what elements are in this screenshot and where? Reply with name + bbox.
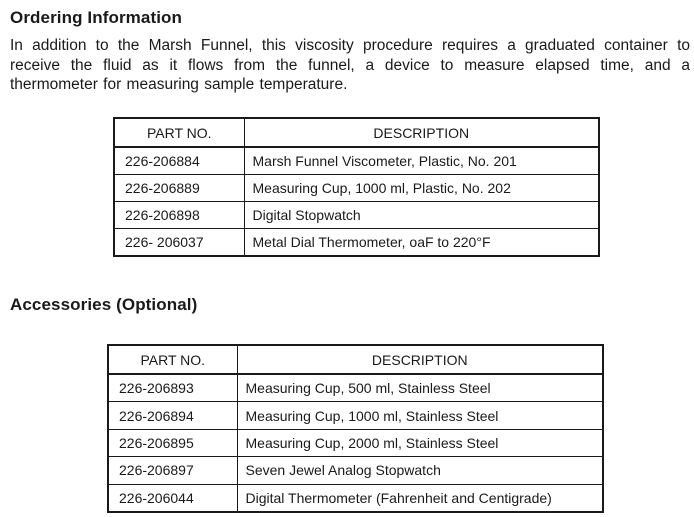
table-row bbox=[108, 374, 603, 402]
description-cell: Digital Stopwatch bbox=[244, 202, 599, 229]
table-row bbox=[114, 175, 599, 202]
table-header-row bbox=[114, 118, 599, 147]
table-row bbox=[108, 484, 603, 512]
part-number-cell: 226-206895 bbox=[108, 429, 237, 456]
table-row bbox=[114, 202, 599, 229]
part-number-cell: 226-206044 bbox=[108, 484, 237, 512]
description-cell: Marsh Funnel Viscometer, Plastic, No. 201 bbox=[244, 147, 599, 175]
part-number-cell: 226-206889 bbox=[114, 175, 244, 202]
part-number-cell: 226-206893 bbox=[108, 374, 237, 402]
part-no-column-header: PART NO. bbox=[114, 118, 244, 147]
description-cell: Digital Thermometer (Fahrenheit and Centigrade) bbox=[237, 484, 603, 512]
table-row bbox=[108, 429, 603, 456]
part-no-column-header: PART NO. bbox=[108, 345, 237, 374]
part-number-cell: 226-206898 bbox=[114, 202, 244, 229]
ordering-parts-table bbox=[113, 117, 600, 257]
table-row bbox=[114, 147, 599, 175]
description-cell: Measuring Cup, 1000 ml, Stainless Steel bbox=[237, 402, 603, 429]
description-column-header: DESCRIPTION bbox=[244, 118, 599, 147]
ordering-information-heading: Ordering Information bbox=[10, 8, 182, 27]
description-cell: Measuring Cup, 1000 ml, Plastic, No. 202 bbox=[244, 175, 599, 202]
accessories-heading: Accessories (Optional) bbox=[10, 295, 198, 314]
description-cell: Measuring Cup, 2000 ml, Stainless Steel bbox=[237, 429, 603, 456]
table-header-row bbox=[108, 345, 603, 374]
description-column-header: DESCRIPTION bbox=[237, 345, 603, 374]
table-row bbox=[114, 229, 599, 257]
part-number-cell: 226-206884 bbox=[114, 147, 244, 175]
accessories-parts-table bbox=[107, 344, 604, 513]
table-row bbox=[108, 457, 603, 484]
part-number-cell: 226- 206037 bbox=[114, 229, 244, 257]
table-row bbox=[108, 402, 603, 429]
ordering-intro-paragraph: In addition to the Marsh Funnel, this viscosity procedure requires a graduated container to receive the fluid as it flows from the funnel, a device to measure elapsed time, and a thermometer for measuring sample temperature. bbox=[10, 37, 690, 93]
description-cell: Seven Jewel Analog Stopwatch bbox=[237, 457, 603, 484]
part-number-cell: 226-206894 bbox=[108, 402, 237, 429]
description-cell: Metal Dial Thermometer, oaF to 220°F bbox=[244, 229, 599, 257]
part-number-cell: 226-206897 bbox=[108, 457, 237, 484]
description-cell: Measuring Cup, 500 ml, Stainless Steel bbox=[237, 374, 603, 402]
